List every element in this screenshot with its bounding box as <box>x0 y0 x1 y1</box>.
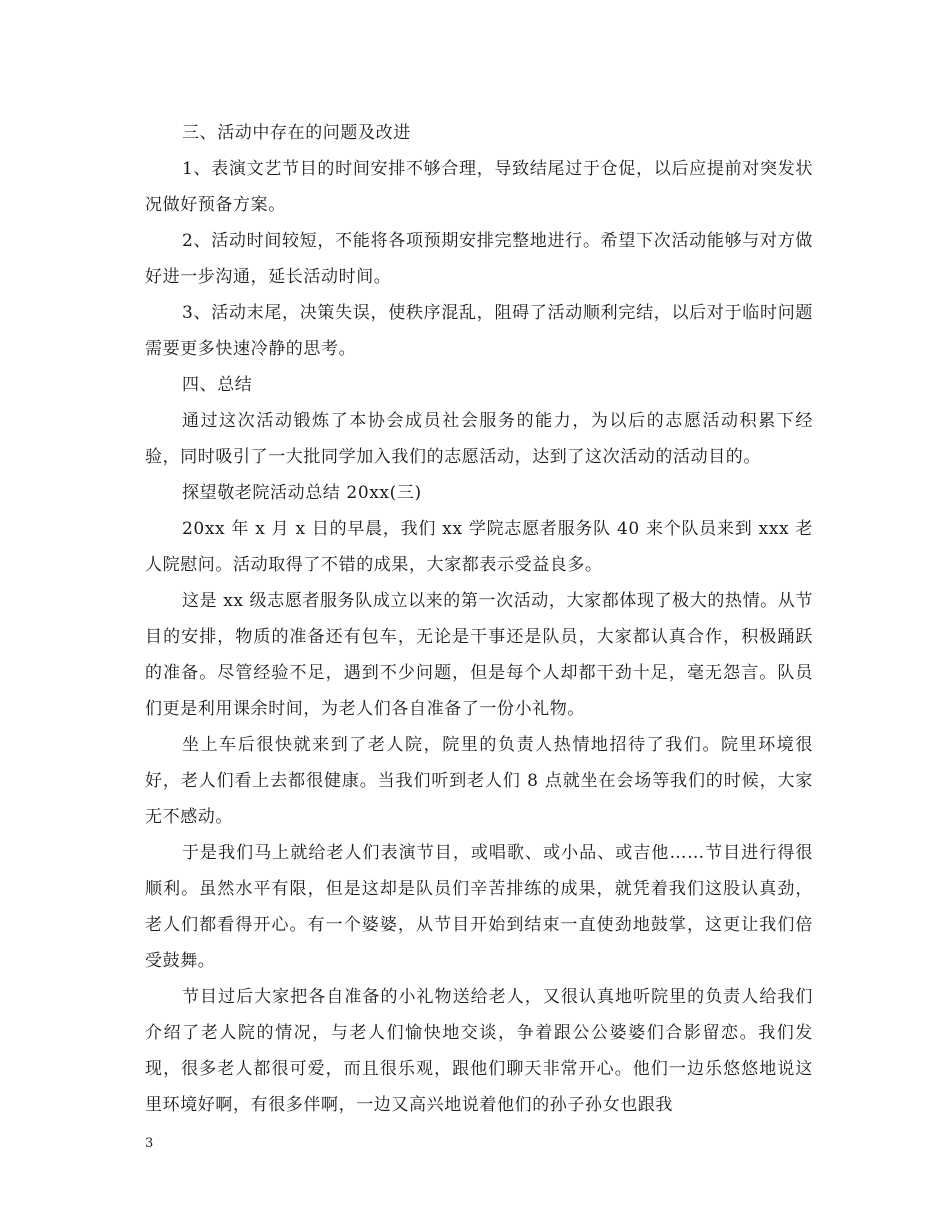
section-heading-problems: 三、活动中存在的问题及改进 <box>182 123 411 143</box>
paragraph-performance: 于是我们马上就给老人们表演节目，或唱歌、或小品、或吉他……节目进行得很顺利。虽然水平有限，但是这却是队员们辛苦排练的成果，就凭着我们这股认真劲，老人们都看得开心。有一个婆婆，从节目开始到结束一直使劲地鼓掌，这更让我们倍受鼓舞。 <box>145 843 813 971</box>
paragraph-gifts: 节目过后大家把各自准备的小礼物送给老人，又很认真地听院里的负责人给我们介绍了老人院的情况，与老人们愉快地交谈，争着跟公公婆婆们合影留恋。我们发现，很多老人都很可爱，而且很乐观，跟他们聊天非常开心。他们一边乐悠悠地说这里环境好啊，有很多伴啊，一边又高兴地说着他们的孙子孙女也跟我 <box>145 987 813 1115</box>
paragraph-problem-1: 1、表演文艺节目的时间安排不够合理，导致结尾过于仓促，以后应提前对突发状况做好预备方案。 <box>145 159 813 215</box>
article-title-three: 探望敬老院活动总结 20xx(三) <box>182 483 422 503</box>
paragraph-first-activity: 这是 xx 级志愿者服务队成立以来的第一次活动，大家都体现了极大的热情。从节目的安排，物质的准备还有包车，无论是干事还是队员，大家都认真合作，积极踊跃的准备。尽管经验不足，遇到不少问题，但是每个人却都干劲十足，毫无怨言。队员们更是利用课余时间，为老人们各自准备了一份小礼物。 <box>145 591 813 719</box>
paragraph-problem-2: 2、活动时间较短，不能将各项预期安排完整地进行。希望下次活动能够与对方做好进一步沟通，延长活动时间。 <box>145 231 813 287</box>
page-number: 3 <box>145 1136 154 1151</box>
paragraph-arrival: 坐上车后很快就来到了老人院，院里的负责人热情地招待了我们。院里环境很好，老人们看上去都很健康。当我们听到老人们 8 点就坐在会场等我们的时候，大家无不感动。 <box>145 735 813 827</box>
document-body <box>145 115 813 1123</box>
paragraph-visit-intro: 20xx 年 x 月 x 日的早晨，我们 xx 学院志愿者服务队 40 来个队员来到 xxx 老人院慰问。活动取得了不错的成果，大家都表示受益良多。 <box>145 519 813 575</box>
paragraph-summary: 通过这次活动锻炼了本协会成员社会服务的能力，为以后的志愿活动积累下经验，同时吸引了一大批同学加入我们的志愿活动，达到了这次活动的活动目的。 <box>145 411 813 467</box>
paragraph-problem-3: 3、活动末尾，决策失误，使秩序混乱，阻碍了活动顺利完结，以后对于临时问题需要更多快速冷静的思考。 <box>145 303 813 359</box>
section-heading-summary: 四、总结 <box>182 375 253 395</box>
